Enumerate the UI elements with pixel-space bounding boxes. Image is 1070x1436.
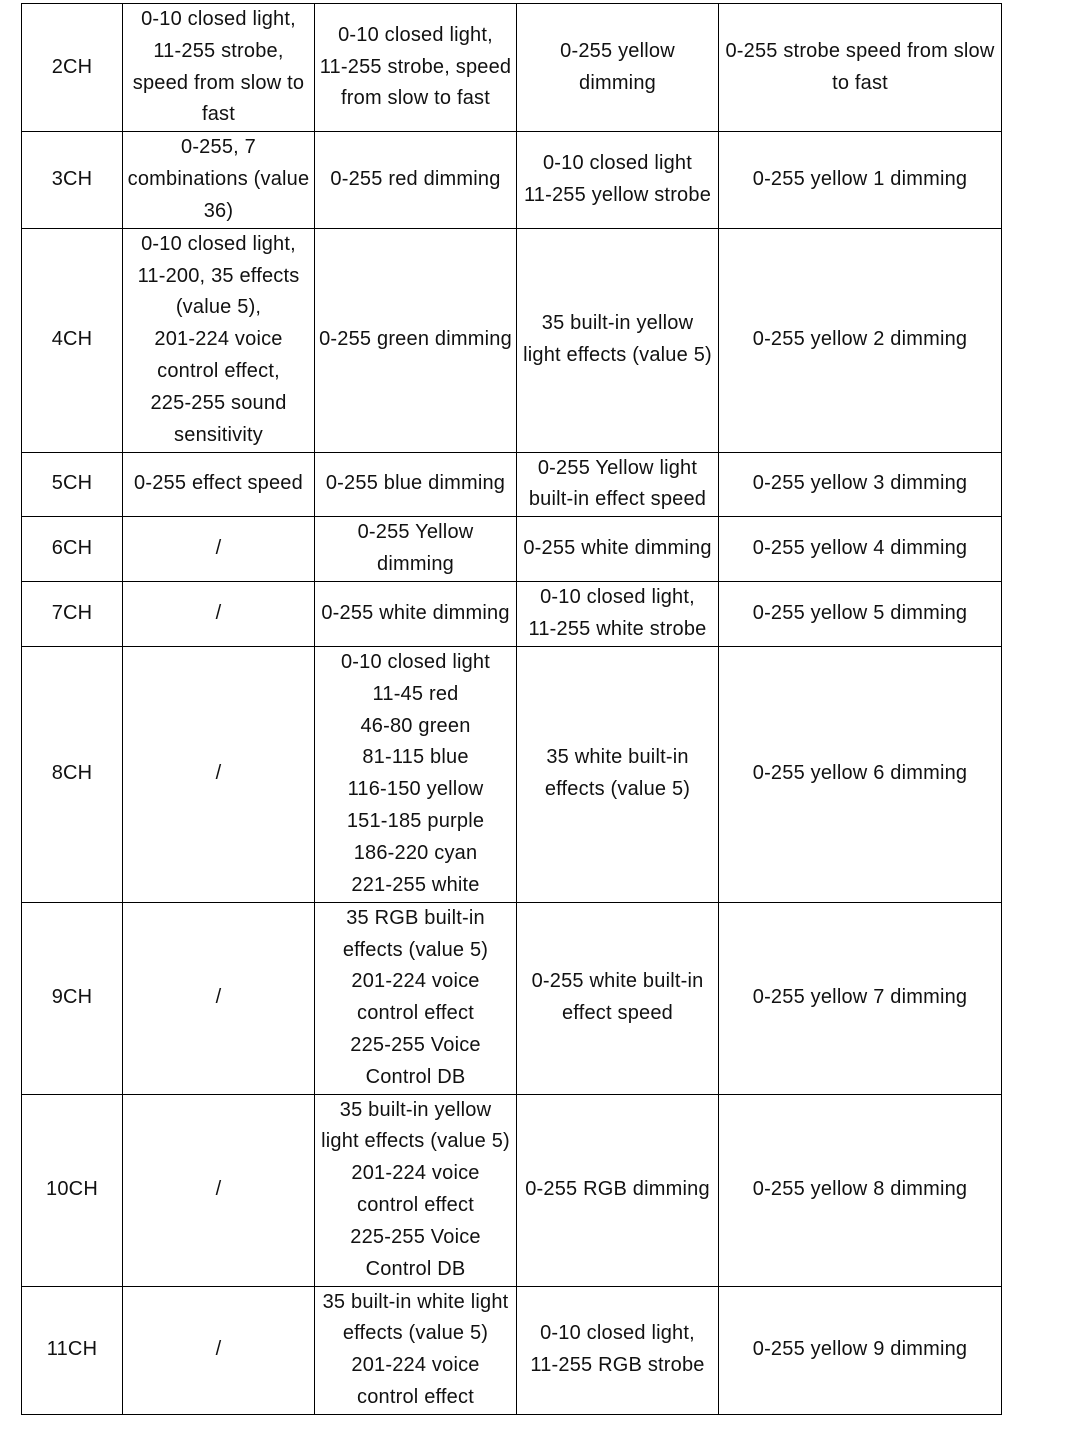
cell-line: control effect: [357, 1002, 474, 1025]
channel-cell: 7CH: [22, 582, 123, 647]
cell-line: 36): [203, 199, 234, 222]
cell-line: /: [215, 1338, 222, 1361]
cell-line: 201-224 voice: [154, 328, 283, 351]
function-cell: [517, 1094, 719, 1286]
cell-line: 0-255 white dimming: [321, 602, 510, 625]
cell-line: 0-255 yellow 7 dimming: [752, 986, 968, 1009]
function-cell: [315, 1286, 517, 1414]
function-cell: [719, 902, 1002, 1094]
table-body: [22, 4, 1002, 1415]
function-cell: [517, 646, 719, 902]
function-cell: [719, 132, 1002, 228]
cell-line: 0-10 closed light,: [141, 8, 296, 30]
cell-line: 201-224 voice: [351, 1162, 480, 1185]
table-row: [22, 132, 1002, 228]
cell-line: speed from slow to: [132, 71, 305, 94]
function-cell: [517, 902, 719, 1094]
cell-line: combinations (value: [127, 167, 310, 190]
cell-line: 225-255 Voice: [350, 1225, 481, 1248]
function-cell: [719, 1094, 1002, 1286]
cell-line: control effect: [357, 1194, 474, 1217]
channel-cell: 9CH: [22, 902, 123, 1094]
function-cell: [315, 4, 517, 132]
cell-line: 0-255 yellow 3 dimming: [752, 472, 968, 495]
channel-cell: 2CH: [22, 4, 123, 132]
channel-cell: 6CH: [22, 517, 123, 582]
function-cell: [123, 228, 315, 452]
channel-cell: 10CH: [22, 1094, 123, 1286]
cell-line: effect speed: [561, 1002, 673, 1025]
cell-line: from slow to fast: [341, 87, 490, 110]
function-cell: [719, 452, 1002, 517]
cell-line: 0-255 yellow 9 dimming: [752, 1338, 968, 1361]
function-cell: [123, 517, 315, 582]
channel-cell: 3CH: [22, 132, 123, 228]
table-row: [22, 228, 1002, 452]
cell-line: 0-10 closed light,: [338, 23, 493, 46]
cell-line: 46-80 green: [360, 714, 471, 737]
channel-cell: 8CH: [22, 646, 123, 902]
function-cell: [123, 4, 315, 132]
cell-line: 151-185 purple: [346, 810, 485, 833]
cell-line: 35 RGB built-in: [346, 906, 485, 929]
function-cell: [315, 582, 517, 647]
table-row: [22, 1094, 1002, 1286]
function-cell: [123, 132, 315, 228]
cell-line: 0-255 white built-in: [531, 970, 704, 993]
function-cell: [315, 646, 517, 902]
function-cell: [123, 452, 315, 517]
cell-line: 11-255 white strobe: [528, 617, 707, 640]
cell-line: 0-255 yellow 8 dimming: [752, 1178, 968, 1201]
cell-line: /: [215, 986, 222, 1009]
table-row: [22, 582, 1002, 647]
cell-line: Control DB: [365, 1257, 466, 1280]
table-row: [22, 4, 1002, 132]
table-row: [22, 517, 1002, 582]
cell-line: effects (value 5): [342, 938, 489, 961]
cell-line: 0-255 yellow 6 dimming: [752, 762, 968, 785]
function-cell: [315, 517, 517, 582]
cell-line: 0-10 closed light: [340, 651, 491, 674]
channel-cell: 5CH: [22, 452, 123, 517]
cell-line: 0-255 yellow 1 dimming: [752, 167, 968, 190]
cell-line: 11-255 RGB strobe: [530, 1354, 705, 1377]
function-cell: [719, 4, 1002, 132]
cell-line: /: [215, 1178, 222, 1201]
cell-line: 11-45 red: [372, 682, 459, 705]
cell-line: 0-10 closed light,: [540, 1322, 695, 1345]
function-cell: [315, 452, 517, 517]
cell-line: 11-255 strobe,: [153, 39, 284, 62]
channel-cell: 11CH: [22, 1286, 123, 1414]
cell-line: 0-255 green dimming: [319, 328, 512, 351]
cell-line: 201-224 voice: [351, 970, 480, 993]
function-cell: [517, 582, 719, 647]
cell-line: 0-10 closed light,: [540, 586, 695, 609]
cell-line: 35 built-in yellow: [541, 312, 694, 335]
cell-line: /: [215, 602, 222, 625]
function-cell: [719, 1286, 1002, 1414]
channel-cell: 4CH: [22, 228, 123, 452]
function-cell: [123, 1094, 315, 1286]
function-cell: [719, 228, 1002, 452]
cell-line: 201-224 voice: [351, 1354, 480, 1377]
cell-line: light effects (value 5): [523, 344, 712, 367]
cell-line: built-in effect speed: [528, 488, 707, 511]
cell-line: 0-255 white dimming: [523, 537, 712, 560]
cell-line: 11-255 strobe, speed: [319, 55, 512, 78]
cell-line: (value 5),: [175, 296, 262, 319]
cell-line: 0-255 strobe speed from slow: [725, 39, 995, 62]
cell-line: fast: [201, 103, 236, 126]
cell-line: light effects (value 5): [321, 1130, 510, 1153]
table-row: [22, 646, 1002, 902]
table-row: [22, 1286, 1002, 1414]
cell-line: 0-255 yellow 4 dimming: [752, 537, 968, 560]
function-cell: [315, 228, 517, 452]
cell-line: 0-255 yellow 5 dimming: [752, 602, 968, 625]
function-cell: [517, 228, 719, 452]
cell-line: dimming: [579, 71, 656, 94]
cell-line: 0-255 yellow: [560, 39, 675, 62]
table-row: [22, 452, 1002, 517]
function-cell: [517, 517, 719, 582]
cell-line: 0-255 Yellow light: [537, 456, 698, 479]
cell-line: /: [215, 762, 222, 785]
function-cell: [123, 902, 315, 1094]
function-cell: [719, 582, 1002, 647]
cell-line: control effect,: [157, 359, 280, 382]
cell-line: 221-255 white: [351, 873, 480, 896]
cell-line: 35 built-in white light: [322, 1290, 509, 1313]
cell-line: Control DB: [365, 1065, 466, 1088]
cell-line: 0-255 red dimming: [330, 167, 501, 190]
cell-line: control effect: [357, 1385, 474, 1408]
function-cell: [517, 1286, 719, 1414]
cell-line: 11-255 yellow strobe: [523, 183, 712, 206]
function-cell: [123, 582, 315, 647]
cell-line: 0-10 closed light,: [141, 232, 296, 255]
function-cell: [517, 132, 719, 228]
function-cell: [517, 4, 719, 132]
cell-line: 81-115 blue: [362, 746, 469, 769]
cell-line: 186-220 cyan: [353, 841, 478, 864]
cell-line: 225-255 Voice: [350, 1033, 481, 1056]
cell-line: 0-10 closed light: [542, 152, 693, 175]
function-cell: [123, 646, 315, 902]
cell-line: dimming: [377, 553, 454, 576]
cell-line: 35 built-in yellow: [339, 1098, 492, 1121]
function-cell: [719, 517, 1002, 582]
cell-line: 225-255 sound: [150, 391, 287, 414]
function-cell: [315, 902, 517, 1094]
function-cell: [517, 452, 719, 517]
cell-line: 0-255 Yellow: [357, 521, 474, 544]
dmx-channel-table: [21, 3, 1002, 1415]
cell-line: 0-255, 7: [181, 136, 256, 159]
table-row: [22, 902, 1002, 1094]
cell-line: effects (value 5): [342, 1322, 489, 1345]
cell-line: sensitivity: [174, 423, 263, 446]
function-cell: [123, 1286, 315, 1414]
cell-line: 0-255 effect speed: [134, 472, 303, 495]
cell-line: 35 white built-in: [546, 746, 689, 769]
cell-line: 116-150 yellow: [347, 778, 484, 801]
function-cell: [315, 132, 517, 228]
function-cell: [719, 646, 1002, 902]
cell-line: 0-255 yellow 2 dimming: [752, 328, 968, 351]
cell-line: 0-255 RGB dimming: [525, 1178, 710, 1201]
cell-line: /: [215, 537, 222, 560]
cell-line: 0-255 blue dimming: [325, 472, 506, 495]
function-cell: [315, 1094, 517, 1286]
cell-line: to fast: [832, 71, 888, 94]
cell-line: effects (value 5): [544, 778, 691, 801]
cell-line: 11-200, 35 effects: [137, 264, 300, 287]
